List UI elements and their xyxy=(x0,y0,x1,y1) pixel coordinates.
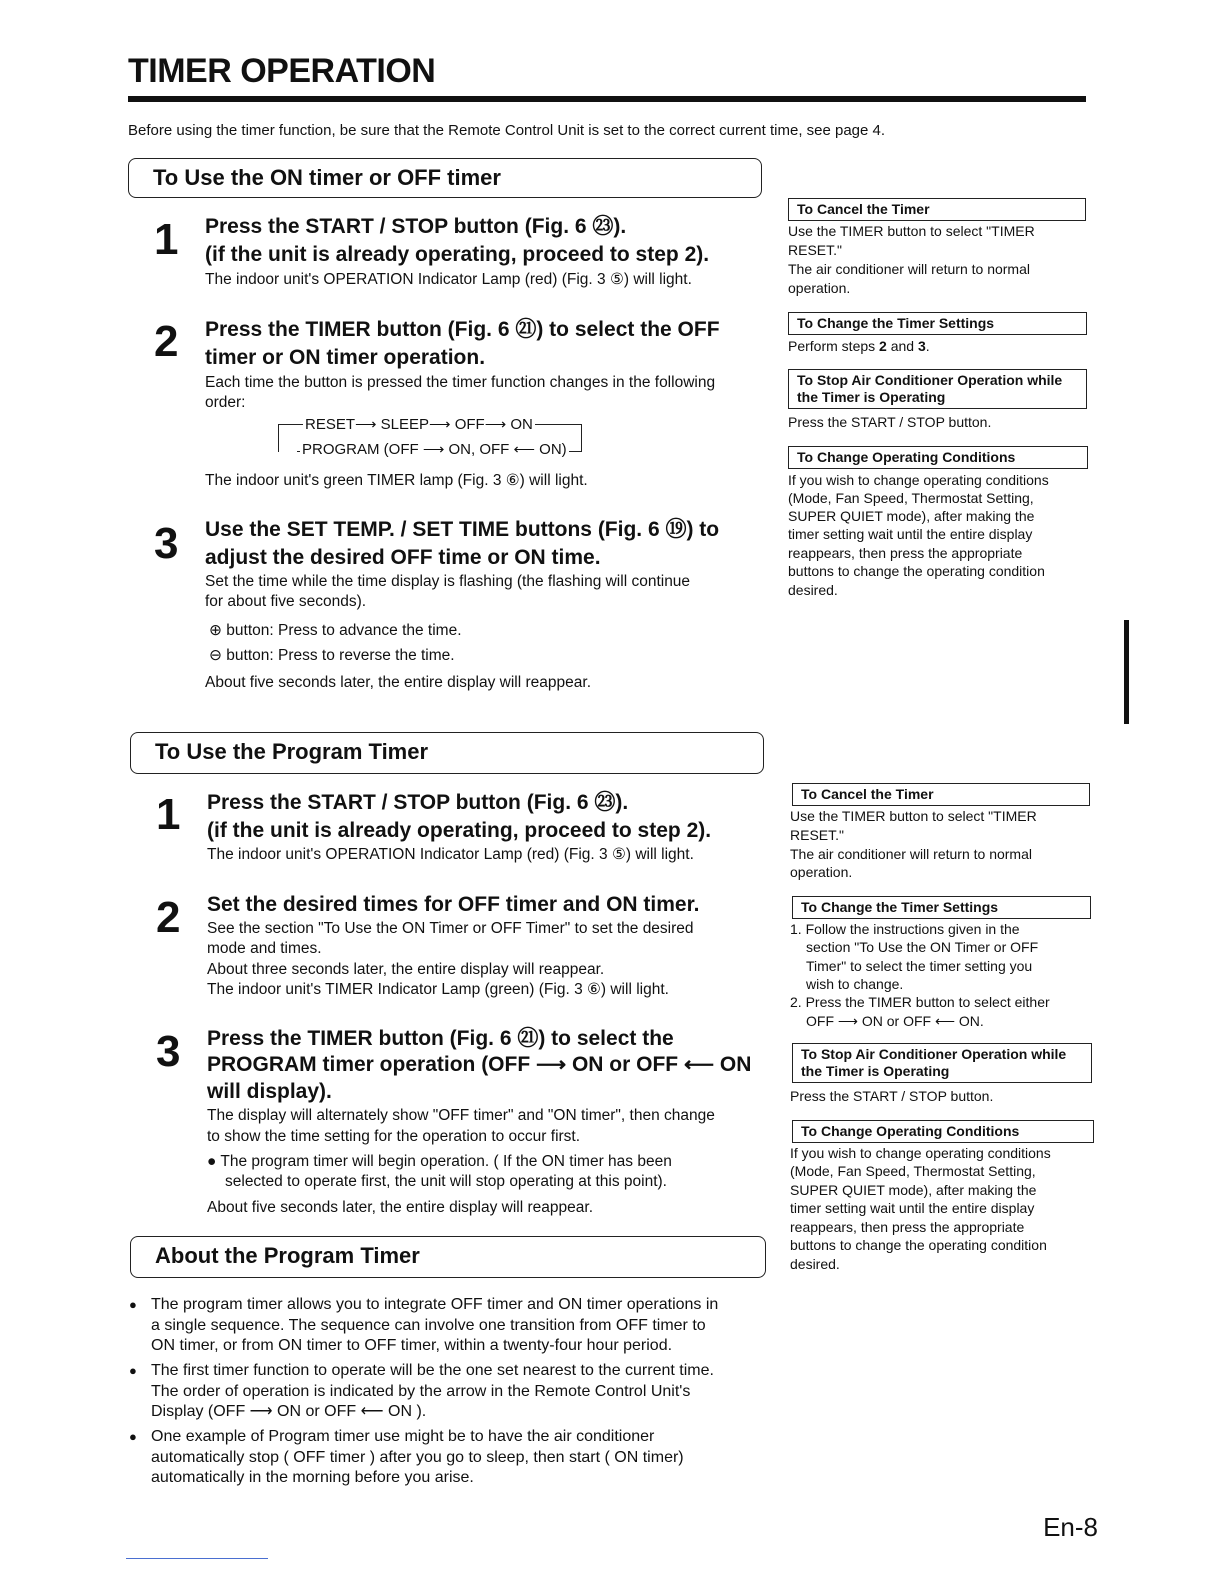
step-number: 3 xyxy=(156,1027,181,1076)
about-bullet: ● The program timer allows you to integrate OFF timer and ON timer operations in a single sequence. The sequence can involve one transition from OFF timer to ON timer, or from ON timer to OFF timer, within a twenty-four hour period. xyxy=(151,1295,718,1357)
title-rule xyxy=(128,96,1086,102)
step-text: mode and times. xyxy=(207,940,322,957)
side-text: Press the START / STOP button. xyxy=(790,1088,994,1104)
side-text: reappears, then press the appropriate xyxy=(790,1219,1025,1235)
side-heading-change: To Change the Timer Settings xyxy=(788,312,1087,335)
side-text: wish to change. xyxy=(806,976,904,992)
side-text: RESET." xyxy=(790,827,844,843)
step-heading: PROGRAM timer operation (OFF ⟶ ON or OFF ⟵ ON xyxy=(207,1053,752,1076)
page-title: TIMER OPERATION xyxy=(128,52,436,90)
side-heading-cancel: To Cancel the Timer xyxy=(792,783,1090,806)
step-text: The indoor unit's green TIMER lamp (Fig. 3 ⑥) will light. xyxy=(205,472,588,489)
about-bullet: ● One example of Program timer use might be to have the air conditioner automatically stop ( OFF timer ) after you go to sleep, then start ( ON timer) automatically in the morning before you arise. xyxy=(151,1427,684,1489)
cycle-bottom-label: PROGRAM (OFF ⟶ ON, OFF ⟵ ON) xyxy=(302,441,567,458)
side-text: section "To Use the ON Timer or OFF xyxy=(806,939,1039,955)
step-heading: adjust the desired OFF time or ON time. xyxy=(205,546,601,569)
side-text: desired. xyxy=(790,1256,840,1272)
side-text: Press the START / STOP button. xyxy=(788,414,992,430)
step-bullet: ● The program timer will begin operation. ( If the ON timer has been xyxy=(207,1153,672,1170)
step-text: Each time the button is pressed the timer function changes in the following xyxy=(205,374,716,391)
side-heading-stop: To Stop Air Conditioner Operation while the Timer is Operating xyxy=(792,1043,1092,1083)
side-heading-change: To Change the Timer Settings xyxy=(792,896,1091,919)
step-bullet: selected to operate first, the unit will stop operating at this point). xyxy=(225,1173,667,1190)
side-text: operation. xyxy=(788,280,851,296)
step-text: About five seconds later, the entire display will reappear. xyxy=(205,674,592,691)
step-number: 1 xyxy=(156,790,181,839)
about-section-heading: About the Program Timer xyxy=(130,1236,766,1278)
side-text: The air conditioner will return to normal xyxy=(788,261,1030,277)
step-heading: timer or ON timer operation. xyxy=(205,346,486,369)
step-heading: Use the SET TEMP. / SET TIME buttons (Fig. 6 ⑲) to xyxy=(205,518,720,541)
side-text: The air conditioner will return to normal xyxy=(790,846,1032,862)
step-heading: Press the TIMER button (Fig. 6 ㉑) to select the OFF xyxy=(205,318,720,341)
side-text: RESET." xyxy=(788,242,842,258)
step-number: 2 xyxy=(156,893,181,942)
side-text: Timer" to select the timer setting you xyxy=(806,958,1033,974)
margin-bar xyxy=(1124,620,1129,724)
step-text: The indoor unit's OPERATION Indicator Lamp (red) (Fig. 3 ⑤) will light. xyxy=(207,846,694,863)
step-heading: Press the TIMER button (Fig. 6 ㉑) to select the xyxy=(207,1027,674,1050)
program-section-heading: To Use the Program Timer xyxy=(130,732,764,774)
side-text: Use the TIMER button to select "TIMER xyxy=(788,223,1035,239)
side-text: buttons to change the operating condition xyxy=(790,1237,1047,1253)
footer-line xyxy=(126,1558,268,1559)
step-heading: (if the unit is already operating, proceed to step 2). xyxy=(207,819,712,842)
side-heading-cancel: To Cancel the Timer xyxy=(788,198,1086,221)
side-text: Perform steps 2 and 3. xyxy=(788,338,930,354)
side-text: timer setting wait until the entire display xyxy=(788,526,1033,542)
side-text: (Mode, Fan Speed, Thermostat Setting, xyxy=(790,1163,1036,1179)
side-text: buttons to change the operating condition xyxy=(788,563,1045,579)
minus-button-text: ⊖ button: Press to reverse the time. xyxy=(209,647,455,664)
side-text: Use the TIMER button to select "TIMER xyxy=(790,808,1037,824)
side-text: If you wish to change operating conditions xyxy=(788,472,1049,488)
side-text: SUPER QUIET mode), after making the xyxy=(788,508,1035,524)
step-heading: Set the desired times for OFF timer and ON timer. xyxy=(207,893,700,916)
side-text: OFF ⟶ ON or OFF ⟵ ON. xyxy=(806,1013,984,1029)
side-text: 1. Follow the instructions given in the xyxy=(790,921,1020,937)
step-text: order: xyxy=(205,394,246,411)
cycle-top-label: RESET⟶ SLEEP⟶ OFF⟶ ON xyxy=(305,416,533,433)
side-text: If you wish to change operating conditions xyxy=(790,1145,1051,1161)
plus-button-text: ⊕ button: Press to advance the time. xyxy=(209,622,462,639)
side-text: reappears, then press the appropriate xyxy=(788,545,1023,561)
page-number: En-8 xyxy=(1043,1512,1098,1542)
on-off-section-heading: To Use the ON timer or OFF timer xyxy=(128,158,762,198)
step-text: to show the time setting for the operation to occur first. xyxy=(207,1128,581,1145)
step-text: About five seconds later, the entire display will reappear. xyxy=(207,1199,594,1216)
step-heading: will display). xyxy=(207,1080,332,1103)
step-number: 2 xyxy=(154,317,179,366)
side-text: desired. xyxy=(788,582,838,598)
side-heading-conditions: To Change Operating Conditions xyxy=(792,1120,1094,1143)
side-text: timer setting wait until the entire display xyxy=(790,1200,1035,1216)
about-bullet: ● The first timer function to operate will be the one set nearest to the current time. The order of operation is indicated by the arrow in the Remote Control Unit's Display (OFF ⟶ ON or OFF ⟵ ON ). xyxy=(151,1361,714,1423)
step-text: See the section "To Use the ON Timer or OFF Timer" to set the desired xyxy=(207,920,694,937)
side-text: (Mode, Fan Speed, Thermostat Setting, xyxy=(788,490,1034,506)
step-heading: (if the unit is already operating, proceed to step 2). xyxy=(205,243,710,266)
side-heading-stop: To Stop Air Conditioner Operation while the Timer is Operating xyxy=(788,369,1087,409)
step-text: Set the time while the time display is flashing (the flashing will continue xyxy=(205,573,691,590)
step-text: About three seconds later, the entire display will reappear. xyxy=(207,961,605,978)
step-number: 3 xyxy=(154,519,179,568)
side-heading-conditions: To Change Operating Conditions xyxy=(788,446,1088,469)
side-text: 2. Press the TIMER button to select either xyxy=(790,994,1050,1010)
step-heading: Press the START / STOP button (Fig. 6 ㉓). xyxy=(205,215,627,238)
side-text: SUPER QUIET mode), after making the xyxy=(790,1182,1037,1198)
intro-text: Before using the timer function, be sure that the Remote Control Unit is set to the correct current time, see page 4. xyxy=(128,122,886,139)
step-heading: Press the START / STOP button (Fig. 6 ㉓). xyxy=(207,791,629,814)
step-number: 1 xyxy=(154,215,179,264)
step-text: The indoor unit's TIMER Indicator Lamp (green) (Fig. 3 ⑥) will light. xyxy=(207,981,669,998)
step-text: The indoor unit's OPERATION Indicator Lamp (red) (Fig. 3 ⑤) will light. xyxy=(205,271,692,288)
step-text: for about five seconds). xyxy=(205,593,367,610)
side-text: operation. xyxy=(790,864,853,880)
step-text: The display will alternately show "OFF timer" and "ON timer", then change xyxy=(207,1107,715,1124)
